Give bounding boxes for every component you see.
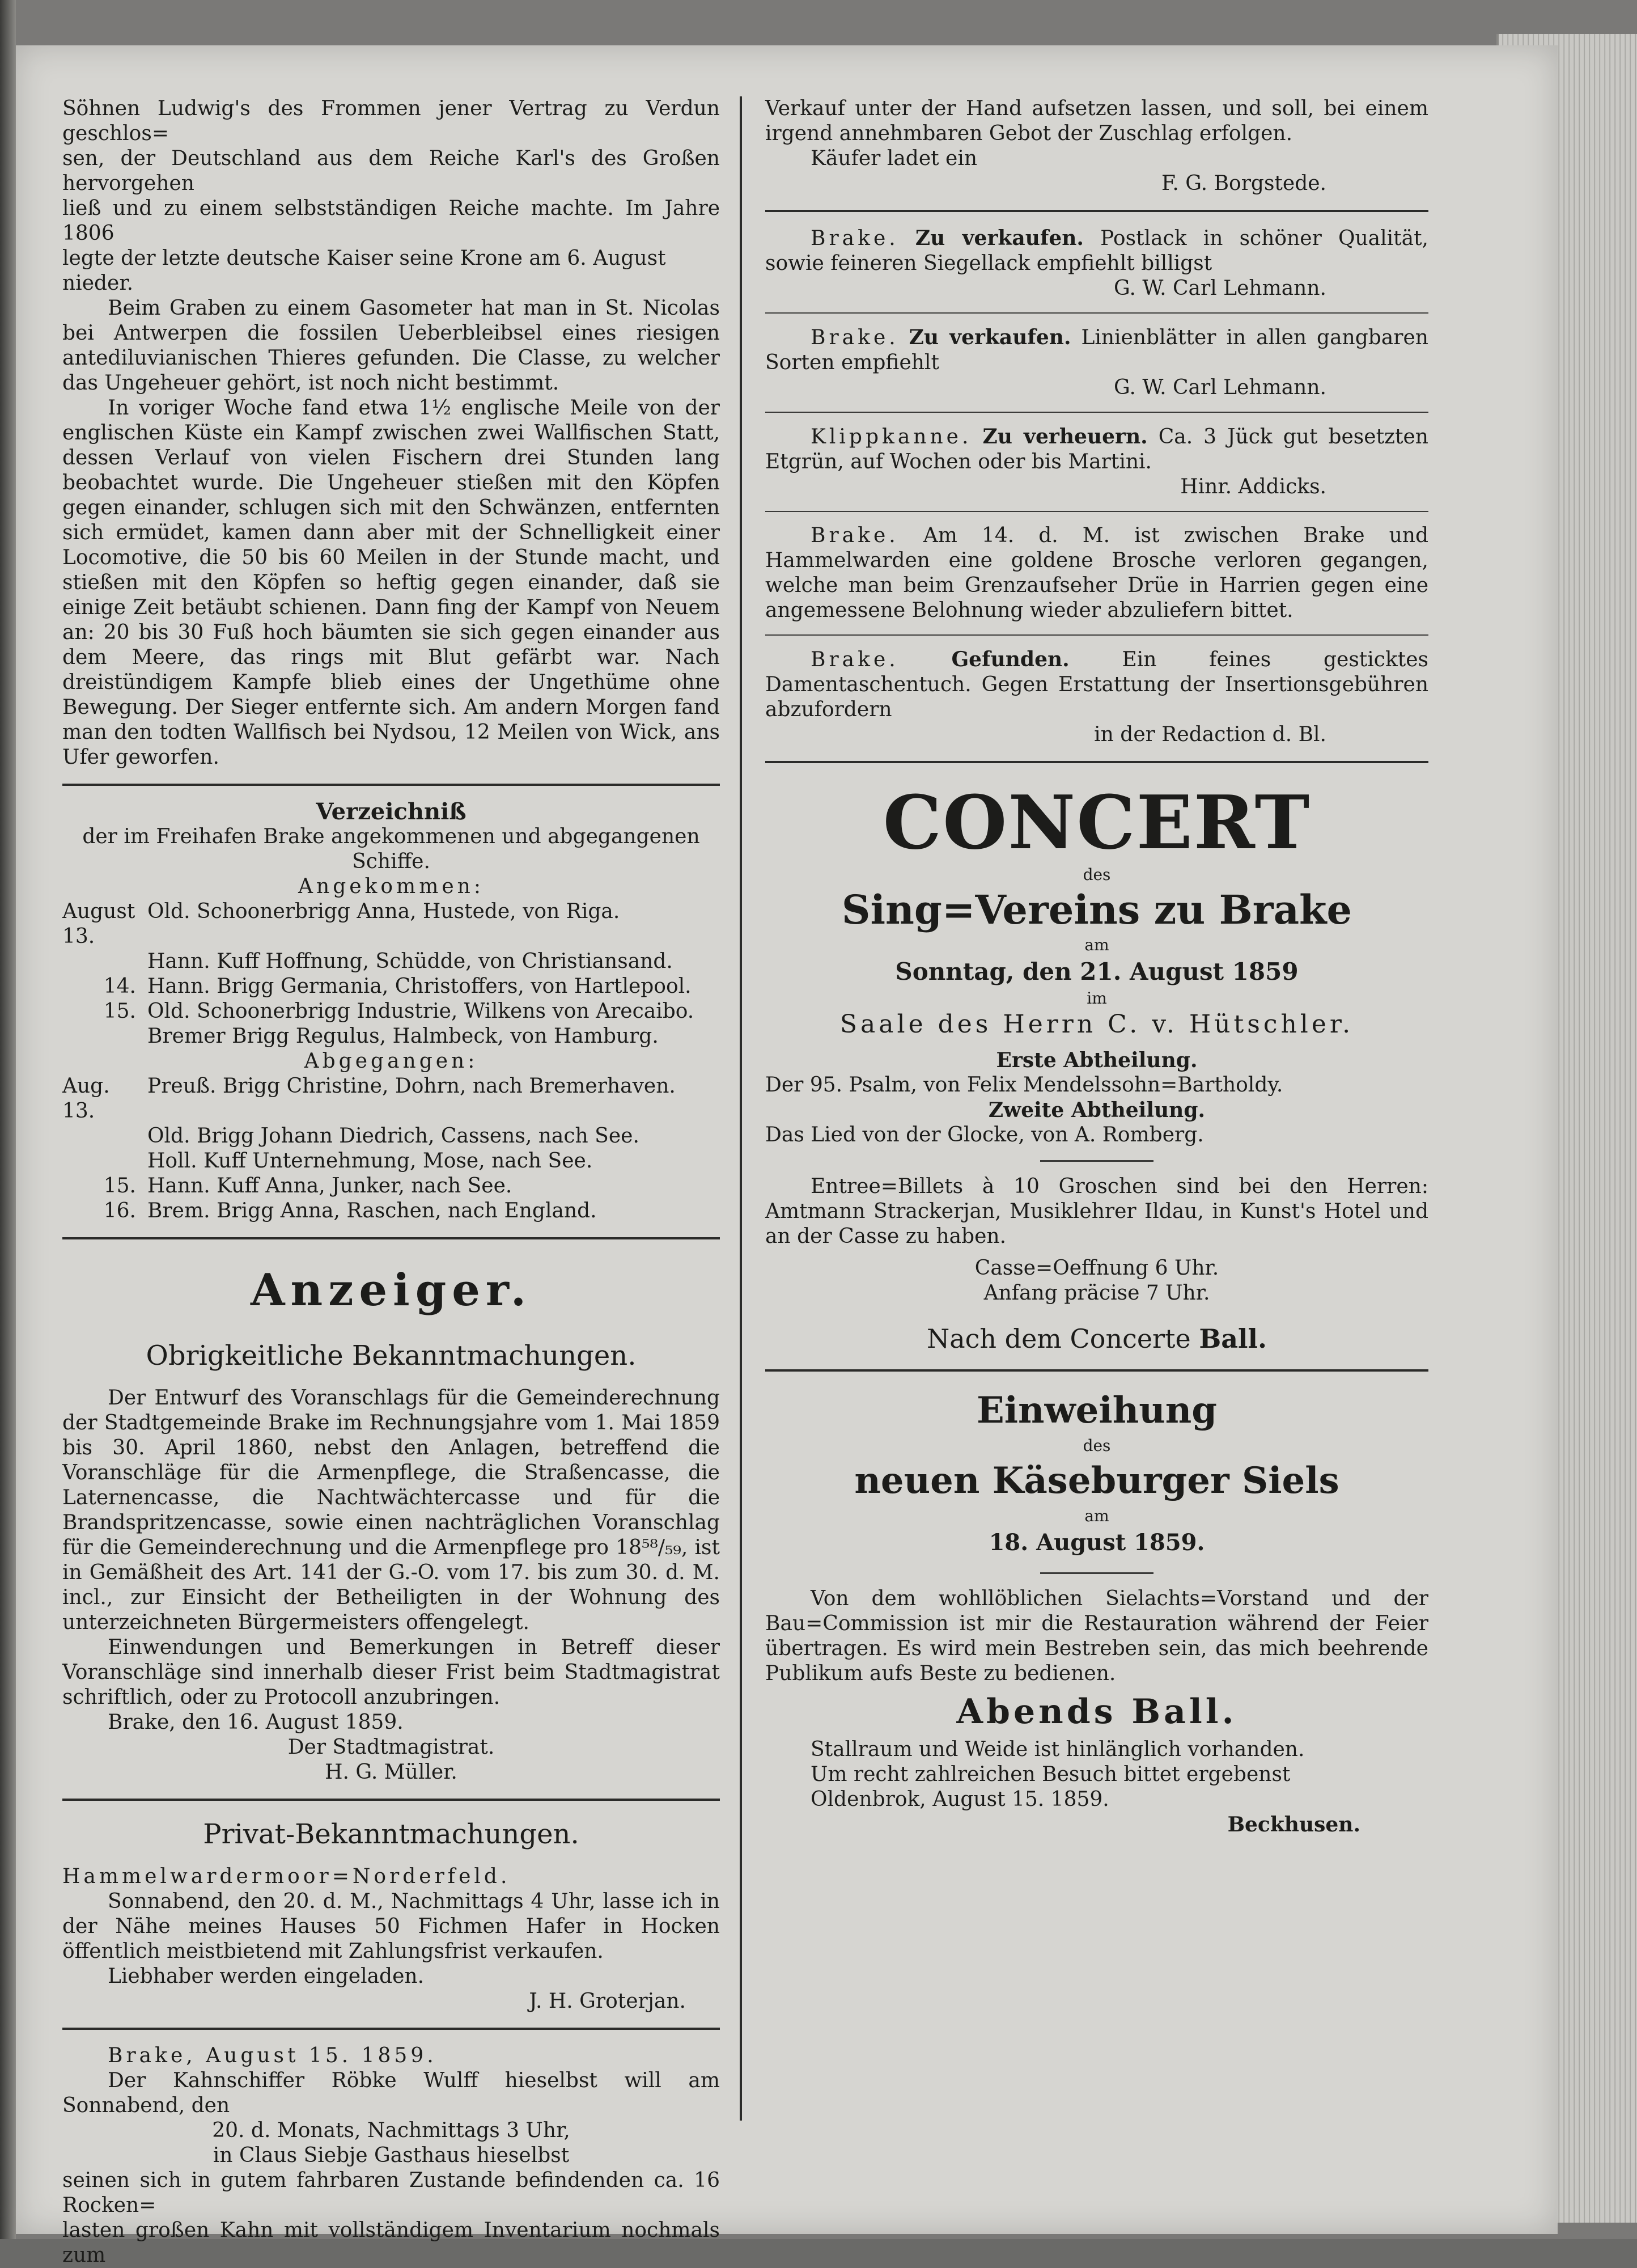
private-heading: Privat-Bekanntmachungen.: [203, 1818, 579, 1850]
ad-text: Ca. 3 Jück gut besetzten Etgrün, auf Wochen oder bis Martini.: [765, 425, 1428, 473]
official-heading: Obrigkeitliche Bekanntmachungen.: [146, 1340, 637, 1372]
ad-title: Gefunden.: [951, 648, 1070, 671]
concert-title: CONCERT: [883, 779, 1311, 866]
divider: [62, 2028, 720, 2030]
ship-register: [62, 799, 720, 1224]
news-whales: In voriger Woche fand etwa 1½ englische Meile von der englischen Küste ein Kampf zwischen zwei Wallfischen Statt, dessen Verlauf von vielen Fischern drei Stunden lang beobachtet wurde. Die Ungeheuer stießen mit den Köpfen gegen einander, schlugen sich mit den Schwänzen, entfernten sich ermüdet, kamen dann aber mit der Schnelligkeit einer Locomotive, die 50 bis 60 Meilen in der Stunde macht, und stießen mit den Köpfen so heftig gegen einander, daß sie einige Zeit betäubt schienen. Dann fing der Kampf von Neuem an: 20 bis 30 Fuß hoch bäumten sie sich gegen einander aus dem Meere, das rings mit Blut gefärbt war. Nach dreistündigem Kampfe blieb eines der Ungethüme ohne Bewegung. Der Sieger entfernte sich. Am andern Morgen fand man den todten Wallfisch bei Nydsou, 12 Meilen von Wick, ans Ufer geworfen.: [62, 396, 720, 769]
ad-text: Postlack in schöner Qualität, sowie feineren Siegellack empfiehlt billigst: [765, 227, 1428, 275]
ad-signature: G. W. Carl Lehmann.: [1114, 376, 1326, 399]
ad-place: Brake.: [811, 227, 899, 250]
private-place: Hammelwardermoor=Norderfeld.: [62, 1865, 511, 1888]
private-body: Sonnabend, den 20. d. M., Nachmittags 4 Uhr, lasse ich in der Nähe meines Hauses 50 Fichmen Hafer in Hocken öffentlich meistbietend mit Zahlungsfrist verkaufen.: [62, 1890, 720, 1963]
kahn-cont2: Käufer ladet ein: [811, 147, 978, 170]
kahn-line: Brake, August 15. 1859.: [108, 2044, 437, 2067]
anzeiger-heading: Anzeiger.: [250, 1264, 532, 1316]
ad-title: Zu verkaufen.: [909, 325, 1071, 349]
ad-signature: in der Redaction d. Bl.: [1094, 723, 1326, 746]
concert-open: Casse=Oeffnung 6 Uhr.: [974, 1256, 1219, 1280]
ad-gefunden: [765, 647, 1428, 747]
kahn-line: 20. d. Monats, Nachmittags 3 Uhr,: [212, 2119, 570, 2142]
siel-signature: Beckhusen.: [1227, 1813, 1360, 1837]
news-line: ließ und zu einem selbstständigen Reiche machte. Im Jahre 1806: [62, 197, 720, 245]
concert-part2: Zweite Abtheilung.: [988, 1098, 1206, 1122]
divider: [765, 1369, 1428, 1372]
ad-title: Zu verkaufen.: [915, 226, 1084, 250]
ship-row: Old. Brigg Johann Diedrich, Cassens, nach See.: [147, 1124, 639, 1148]
news-article: [62, 96, 720, 770]
official-date: Brake, den 16. August 1859.: [108, 1711, 404, 1734]
ship-row: 15. Old. Schoonerbrigg Industrie, Wilkens von Arecaibo.: [103, 1000, 694, 1023]
ad-text: Linienblätter in allen gangbaren Sorten empfiehlt: [765, 326, 1428, 374]
concert-ad: [765, 780, 1428, 1356]
ad-title: Zu verheuern.: [982, 425, 1148, 448]
arrived-label: Angekommen:: [298, 875, 484, 898]
left-column: [62, 96, 720, 2268]
siel-dateline: Oldenbrok, August 15. 1859.: [811, 1788, 1109, 1811]
ship-row: 15. Hann. Kuff Anna, Junker, nach See.: [103, 1174, 512, 1198]
official-notice: [62, 1336, 720, 1785]
siel-stable: Stallraum und Weide ist hinlänglich vorhanden.: [811, 1738, 1305, 1761]
news-line: legte der letzte deutsche Kaiser seine Krone am 6. August nieder.: [62, 247, 666, 295]
siel-visit: Um recht zahlreichen Besuch bittet ergebenst: [811, 1763, 1291, 1786]
book-binding: [0, 0, 16, 2239]
kahn-auction: [62, 2043, 720, 2268]
concert-part1-text: Der 95. Psalm, von Felix Mendelssohn=Bartholdy.: [765, 1073, 1283, 1097]
kahn-line: seinen sich in gutem fahrbaren Zustande befindenden ca. 16 Rocken=: [62, 2169, 720, 2217]
ad-brosche: [765, 523, 1428, 623]
ad-signature: G. W. Carl Lehmann.: [1114, 277, 1326, 300]
private-body2: Liebhaber werden eingeladen.: [108, 1965, 425, 1988]
siel-date: 18. August 1859.: [989, 1529, 1205, 1556]
ship-row: 14. Hann. Brigg Germania, Christoffers, von Hartlepool.: [103, 975, 692, 998]
private-signature: J. H. Groterjan.: [529, 1990, 686, 2013]
concert-ball-line: Nach dem Concerte: [926, 1323, 1191, 1354]
divider: [62, 1237, 720, 1239]
ship-row: August 13. Old. Schoonerbrigg Anna, Hustede, von Riga.: [62, 900, 620, 948]
siel-text: Von dem wohllöblichen Sielachts=Vorstand und der Bau=Commission ist mir die Restauration während der Feier übertragen. Es wird mein Bestreben sein, das mich beehrende Publikum aufs Beste zu bedienen.: [765, 1587, 1428, 1685]
kahn-continued: [765, 96, 1428, 196]
divider: [765, 511, 1428, 512]
ad-place: Klippkanne.: [811, 425, 972, 448]
official-body2: Einwendungen und Bemerkungen in Betreff dieser Voranschläge sind innerhalb dieser Frist beim Stadtmagistrat schriftlich, oder zu Protocoll anzubringen.: [62, 1636, 720, 1709]
siel-title: Einweihung: [976, 1389, 1218, 1432]
concert-des: des: [1083, 865, 1111, 884]
concert-date: Sonntag, den 21. August 1859: [895, 958, 1299, 985]
departed-label: Abgegangen:: [304, 1050, 478, 1073]
divider: [765, 761, 1428, 763]
ad-signature: Hinr. Addicks.: [1180, 475, 1326, 498]
ad-place: Brake.: [811, 326, 899, 349]
kahn-line: in Claus Siebje Gasthaus hieselbst: [213, 2144, 570, 2167]
ship-row: Hann. Kuff Hoffnung, Schüdde, von Christiansand.: [147, 950, 673, 973]
divider: [62, 1799, 720, 1801]
ad-postlack: [765, 226, 1428, 301]
ad-text: Ein feines gesticktes Damentaschentuch. Gegen Erstattung der Insertionsgebühren abzufordern: [765, 648, 1428, 721]
official-signature: Der Stadtmagistrat.: [287, 1736, 495, 1759]
ad-place: Brake.: [811, 524, 899, 547]
column-divider: [740, 96, 742, 2121]
divider: [1040, 1160, 1153, 1162]
kahn-line: lasten großen Kahn mit vollständigem Inventarium nochmals zum: [62, 2219, 720, 2267]
news-line: sen, der Deutschland aus dem Reiche Karl's des Großen hervorgehen: [62, 147, 720, 195]
news-gasometer: Beim Graben zu einem Gasometer hat man in St. Nicolas bei Antwerpen die fossilen Ueberbleibsel eines riesigen antediluvianischen Thieres gefunden. Die Classe, zu welcher das Ungeheuer gehört, ist noch nicht bestimmt.: [62, 297, 720, 395]
concert-am: am: [1084, 936, 1109, 954]
ad-text: Am 14. d. M. ist zwischen Brake und Hammelwarden eine goldene Brosche verloren gegangen, welche man beim Grenzaufseher Drüe in Harrien gegen eine angemessene Belohnung wieder abzuliefern bittet.: [765, 524, 1428, 622]
divider: [765, 312, 1428, 314]
ship-register-subtitle: der im Freihafen Brake angekommenen und abgegangenen Schiffe.: [82, 825, 700, 873]
concert-venue: Saale des Herrn C. v. Hütschler.: [839, 1010, 1354, 1039]
ad-place: Brake.: [811, 648, 899, 671]
ship-row: Bremer Brigg Regulus, Halmbeck, von Hamburg.: [147, 1025, 659, 1048]
siel-des: des: [1083, 1436, 1111, 1455]
concert-part2-text: Das Lied von der Glocke, von A. Romberg.: [765, 1123, 1204, 1146]
kahn-cont: Verkauf unter der Hand aufsetzen lassen, und soll, bei einem irgend annehmbaren Gebot der Zuschlag erfolgen.: [765, 97, 1428, 145]
concert-im: im: [1087, 989, 1107, 1008]
right-column: [765, 96, 1428, 1837]
concert-tickets: Entree=Billets à 10 Groschen sind bei den Herren: Amtmann Strackerjan, Musiklehrer Ildau, in Kunst's Hotel und an der Casse zu haben.: [765, 1175, 1428, 1248]
ship-row: 16. Brem. Brigg Anna, Raschen, nach England.: [103, 1199, 597, 1222]
kahn-signature: F. G. Borgstede.: [1161, 172, 1326, 195]
siel-name: neuen Käseburger Siels: [854, 1459, 1339, 1502]
concert-organizer: Sing=Vereins zu Brake: [841, 886, 1352, 933]
kahn-line: Der Kahnschiffer Röbke Wulff hieselbst will am Sonnabend, den: [62, 2069, 720, 2117]
official-body: Der Entwurf des Voranschlags für die Gemeinderechnung der Stadtgemeinde Brake im Rechnungsjahre vom 1. Mai 1859 bis 30. April 1860, nebst den Anlagen, betreffend die Voranschläge für die Armenpflege, die Straßencasse, die Laternencasse, die Nachtwächtercasse und für die Brandspritzencasse, sowie einen nachträglichen Voranschlag für die Gemeinderechnung und die Armenpflege pro 18⁵⁸/₅₉, ist in Gemäßheit des Art. 141 der G.-O. vom 17. bis zum 30. d. M. incl., zur Einsicht der Betheiligten in der Wohnung des unterzeichneten Bürgermeisters offengelegt.: [62, 1386, 720, 1634]
divider: [765, 210, 1428, 212]
private-notice: [62, 1814, 720, 2014]
concert-ball-word: Ball.: [1199, 1323, 1267, 1354]
divider: [765, 412, 1428, 413]
siel-ad: [765, 1385, 1428, 1837]
ship-register-title: Verzeichniß: [316, 798, 466, 825]
concert-start: Anfang präcise 7 Uhr.: [983, 1281, 1210, 1305]
siel-am: am: [1084, 1507, 1109, 1525]
divider: [1040, 1572, 1153, 1574]
news-line: Söhnen Ludwig's des Frommen jener Vertrag zu Verdun geschlos=: [62, 97, 720, 145]
official-signature-name: H. G. Müller.: [325, 1761, 457, 1784]
concert-part1: Erste Abtheilung.: [996, 1048, 1198, 1072]
ad-verheuern: [765, 424, 1428, 500]
ship-row: Aug. 13. Preuß. Brigg Christine, Dohrn, nach Bremerhaven.: [62, 1074, 676, 1123]
ship-row: Holl. Kuff Unternehmung, Mose, nach See.: [147, 1149, 593, 1173]
divider: [62, 784, 720, 786]
divider: [765, 634, 1428, 636]
ad-linienblaetter: [765, 325, 1428, 400]
siel-evening-ball: Abends Ball.: [956, 1692, 1237, 1732]
